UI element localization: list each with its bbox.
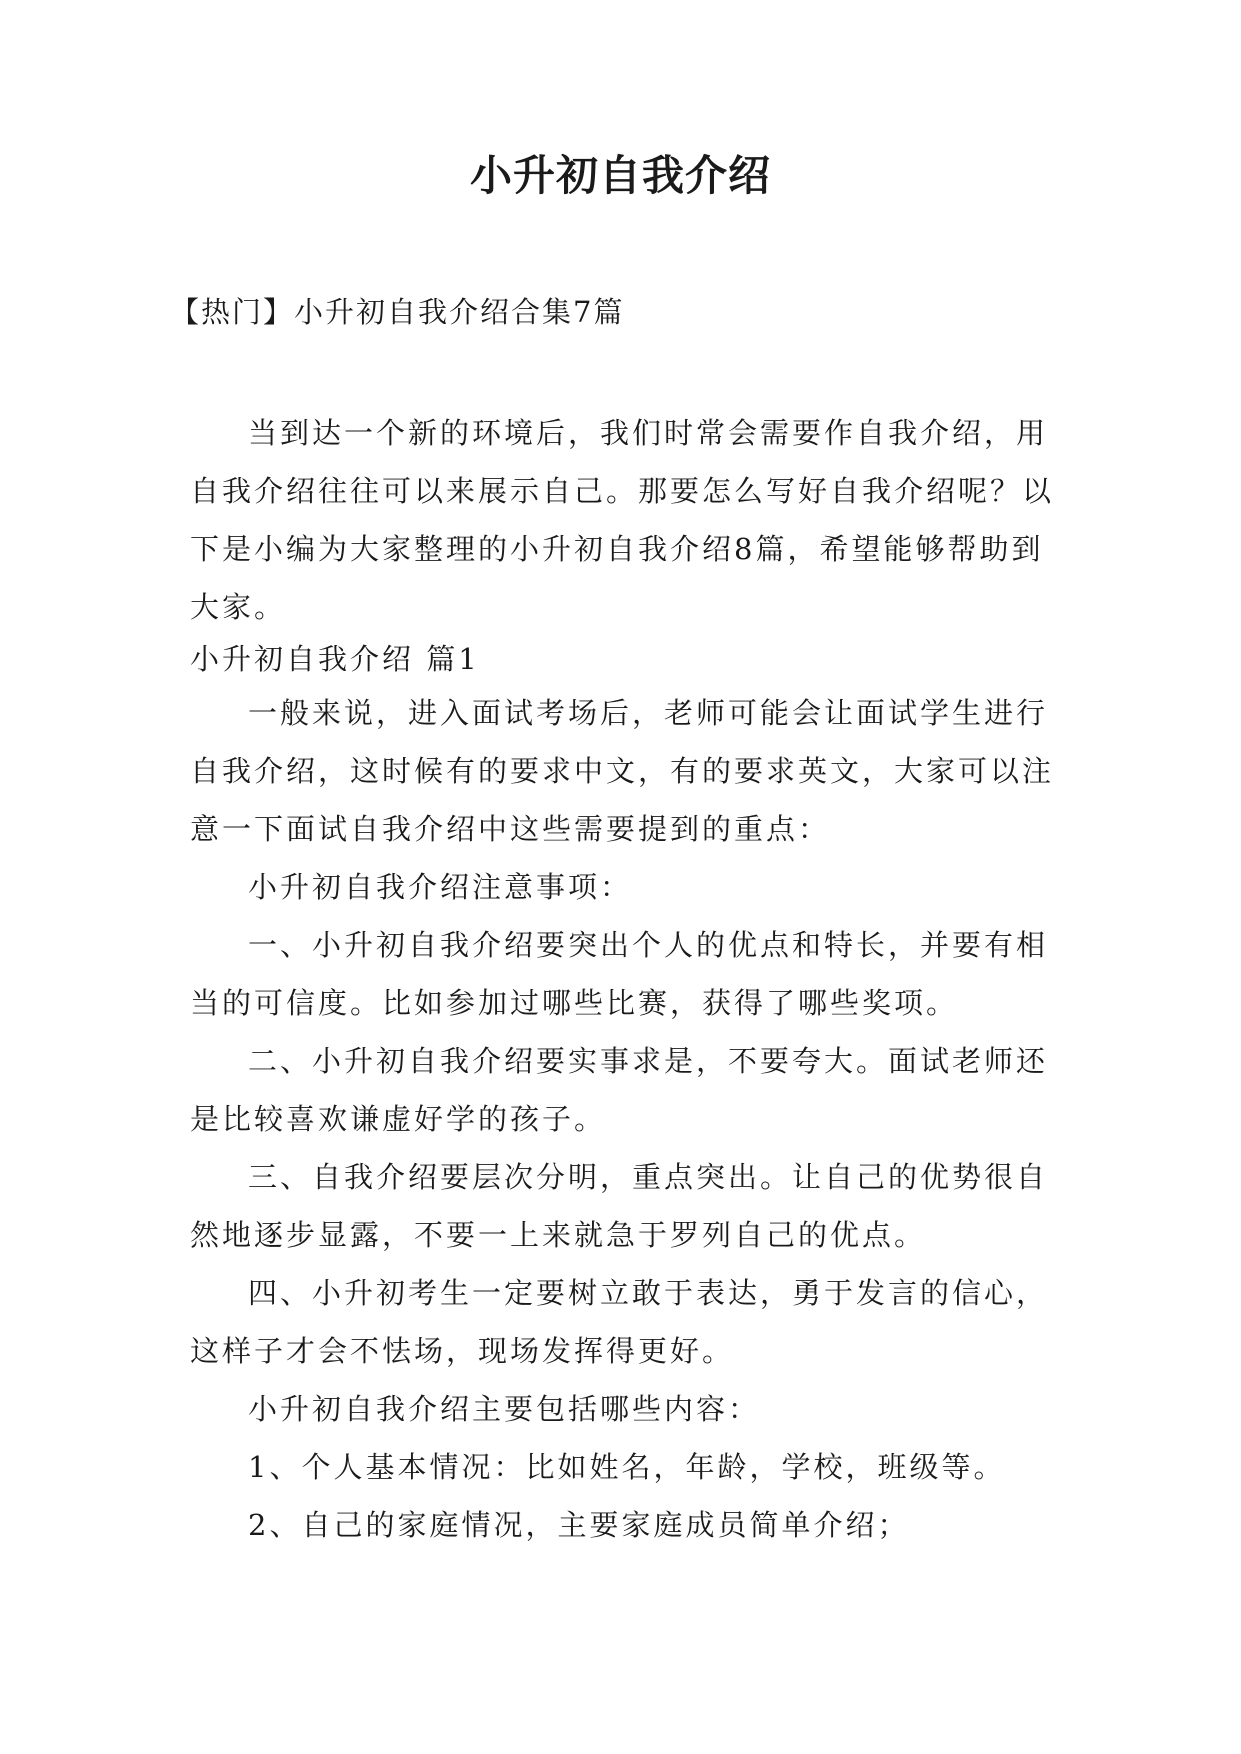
paragraph: 小升初自我介绍主要包括哪些内容： <box>248 1392 761 1426</box>
paragraph: 一、小升初自我介绍要突出个人的优点和特长，并要有相当的可信度。比如参加过哪些比赛，获得了哪些奖项。 <box>190 928 1049 1020</box>
paragraph-intro: 当到达一个新的环境后，我们时常会需要作自我介绍，用自我介绍往往可以来展示自己。那要怎么写好自我介绍呢？以下是小编为大家整理的小升初自我介绍8篇，希望能够帮助到大家。 <box>190 416 1055 624</box>
paragraph: 一般来说，进入面试考场后，老师可能会让面试学生进行自我介绍，这时候有的要求中文，有的要求英文，大家可以注意一下面试自我介绍中这些需要提到的重点： <box>190 696 1055 846</box>
list-item: 2、自己的家庭情况，主要家庭成员简单介绍； <box>248 1508 910 1542</box>
paragraph: 小升初自我介绍注意事项： <box>248 870 633 904</box>
paragraph: 三、自我介绍要层次分明，重点突出。让自己的优势很自然地逐步显露，不要一上来就急于罗列自己的优点。 <box>190 1160 1049 1252</box>
paragraph: 二、小升初自我介绍要实事求是，不要夸大。面试老师还是比较喜欢谦虚好学的孩子。 <box>190 1044 1049 1136</box>
section-heading: 小升初自我介绍 篇1 <box>190 642 480 676</box>
document-body <box>190 404 1058 1554</box>
document-title: 小升初自我介绍 <box>469 151 771 200</box>
document-subtitle: 【热门】小升初自我介绍合集7篇 <box>170 295 625 329</box>
list-item: 1、个人基本情况：比如姓名，年龄，学校，班级等。 <box>248 1450 1006 1484</box>
paragraph: 四、小升初考生一定要树立敢于表达，勇于发言的信心，这样子才会不怯场，现场发挥得更好。 <box>190 1276 1049 1368</box>
